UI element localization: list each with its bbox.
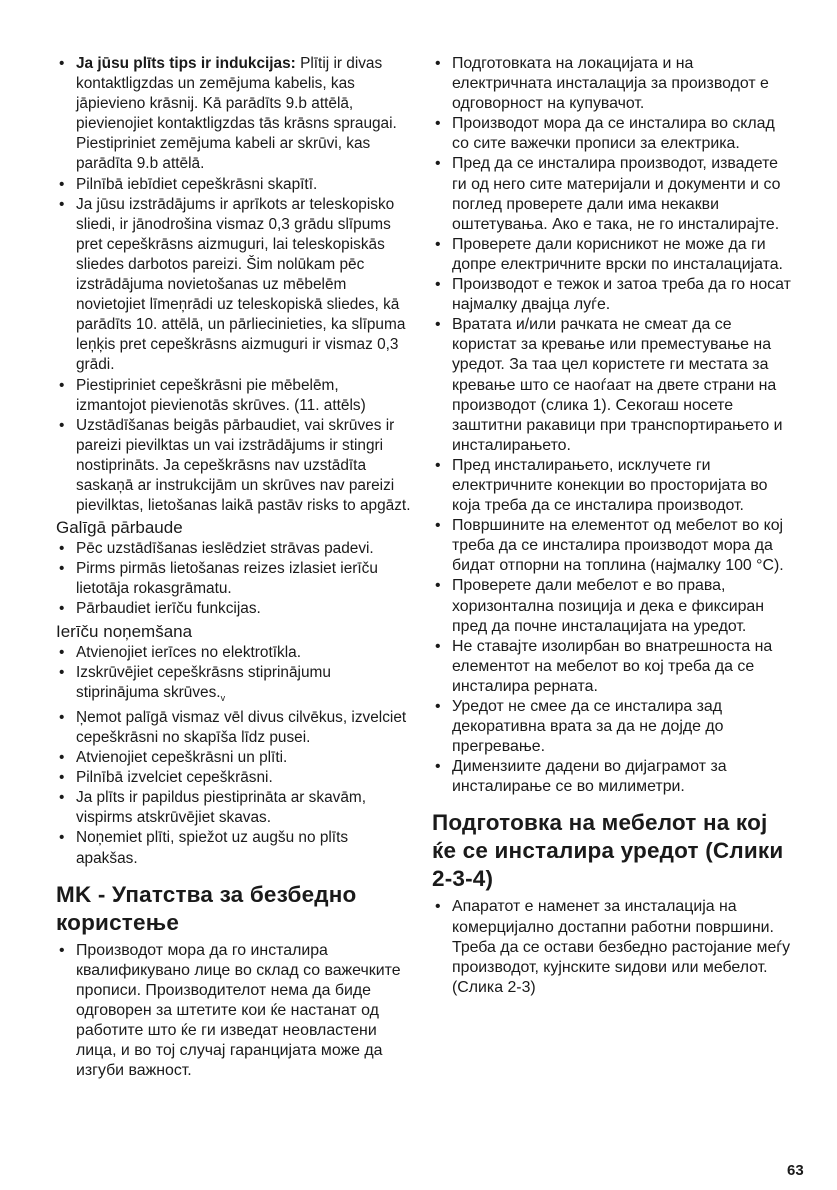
list-item: • Производот е тежок и затоа треба да го носат најмалку двајца луѓе. xyxy=(432,275,792,315)
mk-safety-list xyxy=(56,941,412,1082)
list-item: • Не ставајте изолирбан во внатрешноста на елементот на мебелот во кој треба да се инсталира рерната. xyxy=(432,637,792,697)
right-column xyxy=(432,54,792,998)
list-item: • Површините на елементот од мебелот во кој треба да се инсталира производот мора да бидат отпорни на топлина (најмалку 100 °C). xyxy=(432,516,792,576)
list-item: • Ja plīts ir papildus piestiprināta ar skavām, vispirms atskrūvējiet skavas. xyxy=(56,788,412,828)
page-number: 63 xyxy=(787,1162,804,1179)
list-item: • Pilnībā izvelciet cepeškrāsni. xyxy=(56,768,412,788)
lv-installation-list xyxy=(56,54,412,516)
list-item: • Noņemiet plīti, spiežot uz augšu no plīts apakšas. xyxy=(56,828,412,868)
list-item: • Pārbaudiet ierīču funkcijas. xyxy=(56,599,412,619)
list-item: • Проверете дали мебелот е во права, хоризонтална позиција и дека е фиксиран пред да почне инсталацијата на уредот. xyxy=(432,576,792,636)
list-item: • Atvienojiet cepeškrāsni un plīti. xyxy=(56,748,412,768)
list-item: • Пред инсталирањето, исклучете ги електричните конекции во просторијата во која треба да се инсталира производот. xyxy=(432,456,792,516)
list-item: • Ja jūsu izstrādājums ir aprīkots ar teleskopisko sliedi, ir jānodrošina vismaz 0,3 grādu slīpums pret cepeškrāsns aizmuguri, lai teleskopiskās sliedes darbotos pareizi. Šim nolūkam pēc izstrādājuma novietošanas uz mēbelēm novietojiet līmeņrādi uz teleskopiskā sliedes, kā parādīts 10. attēlā, un pārliecinieties, ka slīpuma leņķis pret cepeškrāsns aizmuguri ir vismaz 0,3 grādi. xyxy=(56,195,412,376)
lv-removal-list xyxy=(56,643,412,869)
mk-section-title: MK - Упатства за безбедно користење xyxy=(56,881,357,935)
lv-final-check-list xyxy=(56,539,412,619)
list-item: • Pēc uzstādīšanas ieslēdziet strāvas padevi. xyxy=(56,539,412,559)
left-column xyxy=(56,54,412,1081)
list-item: • Piestipriniet cepeškrāsni pie mēbelēm, izmantojot pievienotās skrūves. (11. attēls) xyxy=(56,376,412,416)
furniture-section-title: Подготовка на мебелот на кој ќе се инсталира уредот (Слики 2-3-4) xyxy=(432,810,784,892)
removal-heading: Ierīču noņemšana xyxy=(56,621,193,641)
list-item: • Производот мора да го инсталира квалификувано лице во склад со важечките прописи. Производителот нема да биде одговорен за штетите кои ќе настанат од работите што ќе ги изведат неовластени лица, и во тој случај гаранцијата може да изгуби важност. xyxy=(56,941,412,1082)
list-item xyxy=(56,54,412,175)
list-item: • Проверете дали корисникот не може да ги допре електричните врски по инсталацијата. xyxy=(432,235,792,275)
list-item-text: Izskrūvējiet cepeškrāsns stiprinājumu stiprinājuma skrūves. xyxy=(76,663,331,701)
list-item: • Atvienojiet ierīces no elektrotīkla. xyxy=(56,643,412,663)
list-item: • Uzstādīšanas beigās pārbaudiet, vai skrūves ir pareizi pievilktas un vai izstrādājums ir stingri nostiprināts. Ja cepeškrāsns nav uzstādīta saskaņā ar instrukcijām un skrūves nav pareizi pievilktas, lietošanas laikā pastāv risks to apgāzt. xyxy=(56,416,412,516)
list-item: • Апаратот е наменет за инсталација на комерцијално достапни работни површини. Треба да се остави безбедно растојание меѓу производот, кујнските ѕидови или мебелот. (Слика 2-3) xyxy=(432,897,792,997)
mk-safety-list-continued xyxy=(432,54,792,797)
final-check-heading: Galīgā pārbaude xyxy=(56,518,183,538)
mk-furniture-list xyxy=(432,897,792,997)
list-item: • Ņemot palīgā vismaz vēl divus cilvēkus, izvelciet cepeškrāsni no skapīša līdz pusei. xyxy=(56,708,412,748)
list-item: • Уредот не смее да се инсталира зад декоративна врата за да не дојде до прегревање. xyxy=(432,697,792,757)
list-item: • Димензиите дадени во дијаграмот за инсталирање се во милиметри. xyxy=(432,757,792,797)
list-item-text: Plītij ir divas kontaktligzdas un zemējuma kabelis, kas jāpievieno krāsnij. Kā parādīts 9.b attēlā, pievienojiet kontaktligzdas tās krāsns spraugai. Piestipriniet zemējuma kabeli ar skrūvi, kas parādīta 9.b attēlā. xyxy=(76,55,397,173)
list-item: • Вратата и/или рачката не смеат да се користат за кревање или преместување на уредот. За таа цел користете ги местата за кревање што се наоѓаат на двете страни на производот (слика 1). Секогаш носете заштитни ракавици при транспортирањето и инсталирањето. xyxy=(432,315,792,456)
list-item: • Производот мора да се инсталира во склад со сите важечки прописи за електрика. xyxy=(432,114,792,154)
list-item: • Подготовката на локацијата и на електричната инсталација за производот е одговорност на купувачот. xyxy=(432,54,792,114)
list-item: • Пред да се инсталира производот, извадете ги од него сите материјали и документи и со поглед проверете дали има некакви оштетувања. Ако е така, не го инсталирајте. xyxy=(432,154,792,234)
induction-lead: Ja jūsu plīts tips ir indukcijas: xyxy=(76,55,296,72)
list-item: • Pilnībā iebīdiet cepeškrāsni skapītī. xyxy=(56,175,412,195)
stray-mark: v xyxy=(220,692,226,703)
list-item: • Pirms pirmās lietošanas reizes izlasiet ierīču lietotāja rokasgrāmatu. xyxy=(56,559,412,599)
list-item xyxy=(56,663,412,708)
